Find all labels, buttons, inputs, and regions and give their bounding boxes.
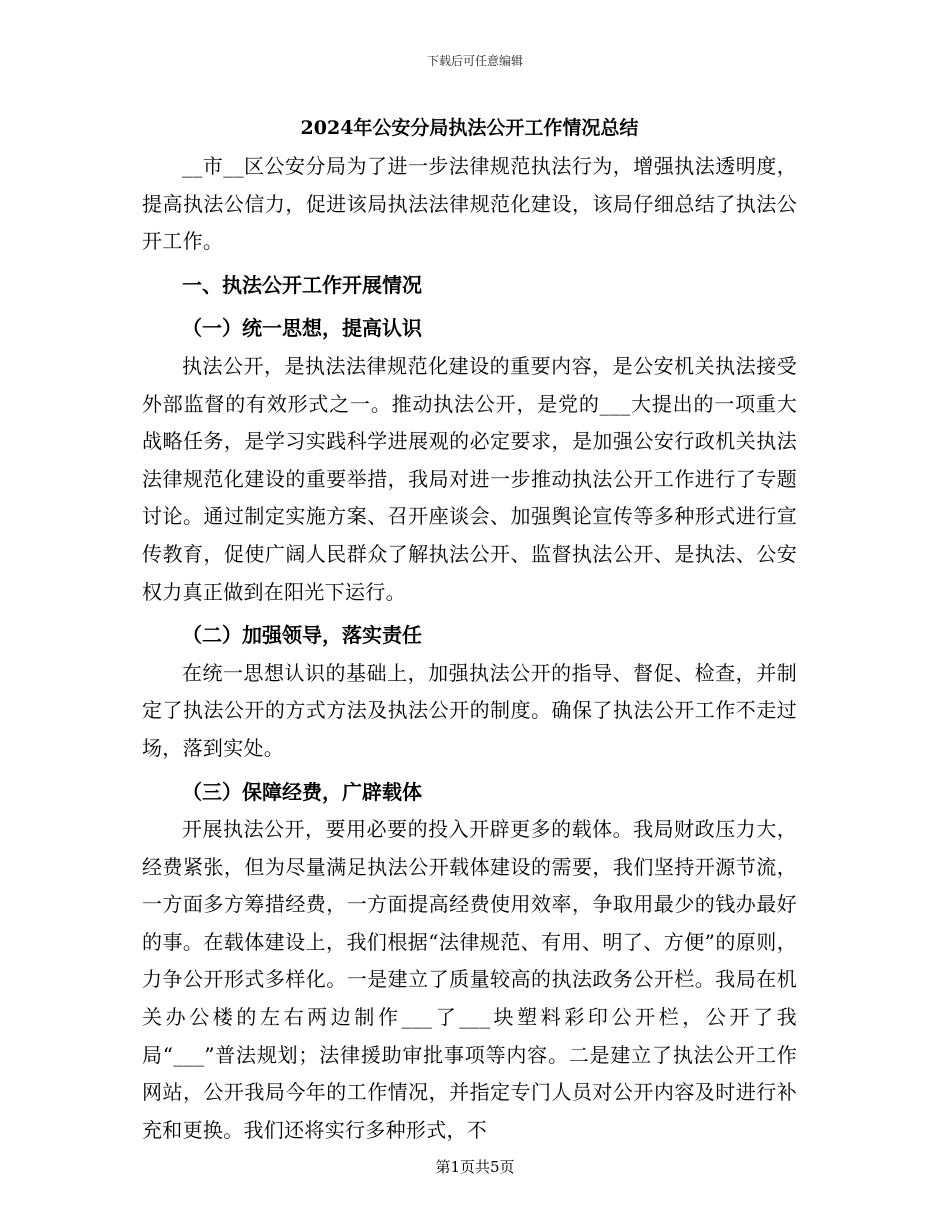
subsection-heading-1: （一）统一思想，提高认识 bbox=[182, 316, 422, 341]
intro-paragraph: __市__区公安分局为了进一步法律规范执法行为，增强执法透明度，提高执法公信力，促进该局执法法律规范化建设，该局仔细总结了执法公开工作。 bbox=[142, 154, 797, 254]
document-title: 2024年公安分局执法公开工作情况总结 bbox=[300, 117, 639, 139]
subsection-heading-3: （三）保障经费，广辟载体 bbox=[182, 779, 422, 804]
subsection-paragraph-1: 执法公开，是执法法律规范化建设的重要内容，是公安机关执法接受外部监督的有效形式之一。推动执法公开，是党的___大提出的一项重大战略任务，是学习实践科学进展观的必定要求，是加强公安行政机关执法法律规范化建设的重要举措，我局对进一步推动执法公开工作进行了专题讨论。通过制定实施方案、召开座谈会、加强舆论宣传等多种形式进行宣传教育，促使广阔人民群众了解执法公开、监督执法公开、是执法、公安权力真正做到在阳光下运行。 bbox=[142, 353, 797, 604]
page-header-note: 下载后可任意编辑 bbox=[426, 54, 523, 68]
page-number: 第1页共5页 bbox=[435, 1158, 515, 1176]
section-heading-1: 一、执法公开工作开展情况 bbox=[182, 272, 422, 297]
document-body bbox=[142, 112, 797, 1149]
subsection-paragraph-3: 开展执法公开，要用必要的投入开辟更多的载体。我局财政压力大，经费紧张，但为尽量满足执法公开载体建设的需要，我们坚持开源节流，一方面多方筹措经费，一方面提高经费使用效率，争取用最少的钱办最好的事。在载体建设上，我们根据“法律规范、有用、明了、方便”的原则，力争公开形式多样化。一是建立了质量较高的执法政务公开栏。我局在机关办公楼的左右两边制作___了___块塑料彩印公开栏，公开了我局“___”普法规划；法律援助审批事项等内容。二是建立了执法公开工作网站，公开我局今年的工作情况，并指定专门人员对公开内容及时进行补充和更换。我们还将实行多种形式，不 bbox=[142, 817, 797, 1142]
subsection-paragraph-2: 在统一思想认识的基础上，加强执法公开的指导、督促、检查，并制定了执法公开的方式方法及执法公开的制度。确保了执法公开工作不走过场，落到实处。 bbox=[142, 660, 797, 760]
subsection-heading-2: （二）加强领导，落实责任 bbox=[182, 623, 422, 648]
